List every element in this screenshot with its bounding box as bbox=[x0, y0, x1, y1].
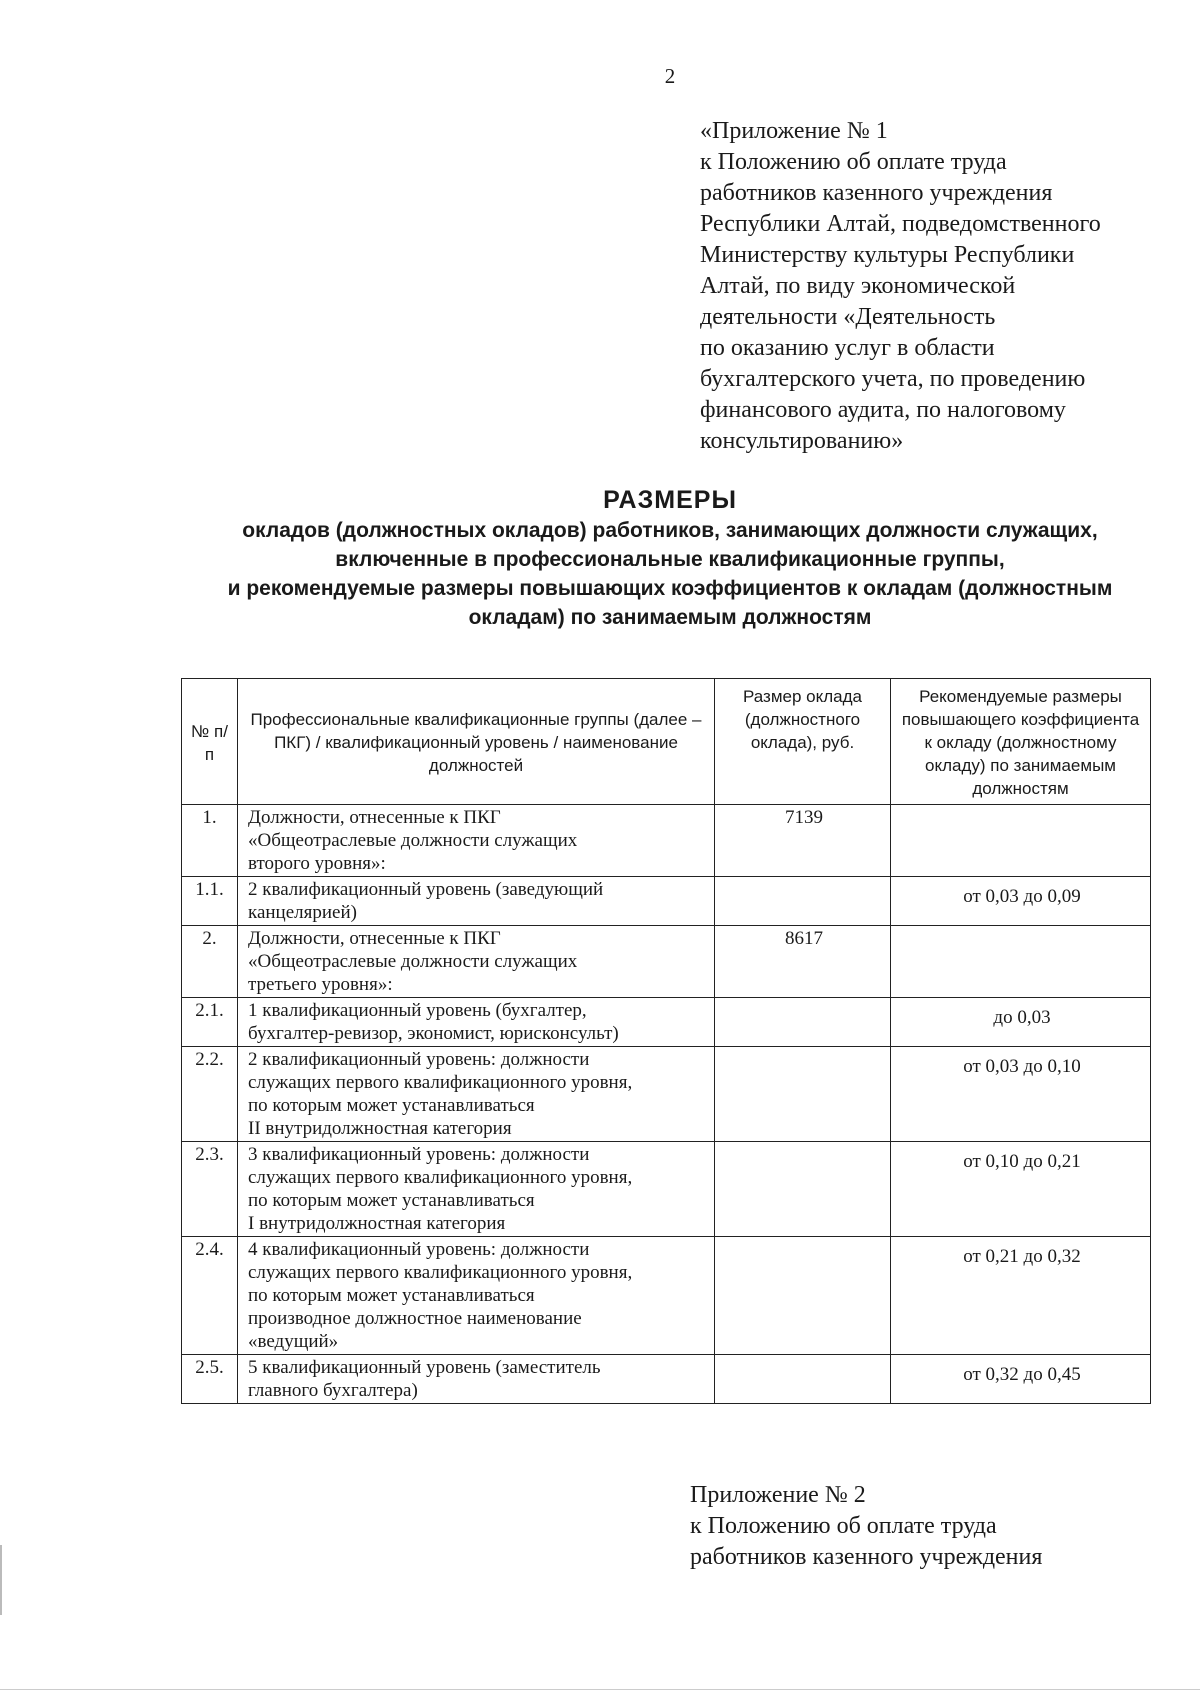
page-number: 2 bbox=[664, 64, 676, 88]
row-coefficient bbox=[891, 805, 1151, 877]
row-name: 1 квалификационный уровень (бухгалтер, бухгалтер-ревизор, экономист, юрисконсульт) bbox=[238, 998, 715, 1047]
row-coefficient bbox=[891, 926, 1151, 998]
row-number: 2.5. bbox=[182, 1355, 238, 1404]
table-row bbox=[182, 805, 1151, 877]
subtitle-line: и рекомендуемые размеры повышающих коэффициентов к окладам (должностным bbox=[227, 577, 1113, 600]
table-row bbox=[182, 1237, 1151, 1355]
row-salary bbox=[715, 877, 891, 926]
row-name: 2 квалификационный уровень: должности служащих первого квалификационного уровня, по которым может устанавливаться II внутридолжностная категория bbox=[238, 1047, 715, 1142]
table-row bbox=[182, 998, 1151, 1047]
header-coefficient: Рекомендуемые размеры повышающего коэффициента к окладу (должностному окладу) по занимаемым должностям bbox=[891, 679, 1151, 805]
row-coefficient: от 0,10 до 0,21 bbox=[891, 1142, 1151, 1237]
appendix-1-line: бухгалтерского учета, по проведению bbox=[700, 366, 1086, 392]
row-coefficient: от 0,03 до 0,10 bbox=[891, 1047, 1151, 1142]
row-name: 2 квалификационный уровень (заведующий канцелярией) bbox=[238, 877, 715, 926]
appendix-2-header bbox=[690, 1480, 1042, 1573]
row-salary bbox=[715, 1142, 891, 1237]
appendix-2-line: работников казенного учреждения bbox=[690, 1544, 1043, 1570]
row-salary: 8617 bbox=[715, 926, 891, 998]
row-number: 2.4. bbox=[182, 1237, 238, 1355]
row-coefficient: от 0,03 до 0,09 bbox=[891, 877, 1151, 926]
row-number: 2.3. bbox=[182, 1142, 238, 1237]
row-number: 1.1. bbox=[182, 877, 238, 926]
appendix-1-line: к Положению об оплате труда bbox=[700, 149, 1007, 175]
header-number: № п/п bbox=[182, 679, 238, 805]
row-salary bbox=[715, 998, 891, 1047]
row-number: 1. bbox=[182, 805, 238, 877]
row-salary bbox=[715, 1355, 891, 1404]
appendix-2-line: Приложение № 2 bbox=[690, 1482, 866, 1508]
table-row bbox=[182, 926, 1151, 998]
subtitle-line: включенные в профессиональные квалификационные группы, bbox=[335, 548, 1005, 571]
row-name: Должности, отнесенные к ПКГ «Общеотраслевые должности служащих третьего уровня»: bbox=[238, 926, 715, 998]
row-coefficient: до 0,03 bbox=[891, 998, 1151, 1047]
table-row bbox=[182, 1047, 1151, 1142]
row-name: 5 квалификационный уровень (заместитель главного бухгалтера) bbox=[238, 1355, 715, 1404]
scan-bottom-line bbox=[0, 1689, 1200, 1690]
table-row bbox=[182, 877, 1151, 926]
appendix-1-line: деятельности «Деятельность bbox=[700, 304, 996, 330]
subtitle-line: окладам) по занимаемым должностям bbox=[468, 606, 872, 629]
subtitle-line: окладов (должностных окладов) работников, занимающих должности служащих, bbox=[242, 519, 1098, 542]
scan-edge-line bbox=[0, 1545, 2, 1615]
row-coefficient: от 0,21 до 0,32 bbox=[891, 1237, 1151, 1355]
row-salary bbox=[715, 1047, 891, 1142]
appendix-2-line: к Положению об оплате труда bbox=[690, 1513, 997, 1539]
row-salary bbox=[715, 1237, 891, 1355]
appendix-1-line: Алтай, по виду экономической bbox=[700, 273, 1016, 299]
appendix-1-line: Республики Алтай, подведомственного bbox=[700, 211, 1101, 237]
table-row bbox=[182, 1355, 1151, 1404]
row-number: 2. bbox=[182, 926, 238, 998]
row-name: 3 квалификационный уровень: должности служащих первого квалификационного уровня, по которым может устанавливаться I внутридолжностная категория bbox=[238, 1142, 715, 1237]
appendix-1-line: работников казенного учреждения bbox=[700, 180, 1053, 206]
table-header-row bbox=[182, 679, 1151, 805]
title-main: РАЗМЕРЫ bbox=[603, 486, 737, 514]
row-number: 2.2. bbox=[182, 1047, 238, 1142]
appendix-1-line: консультированию» bbox=[700, 428, 904, 454]
title-subtitle bbox=[140, 516, 1200, 632]
table-row bbox=[182, 1142, 1151, 1237]
row-number: 2.1. bbox=[182, 998, 238, 1047]
appendix-1-line: «Приложение № 1 bbox=[700, 118, 888, 144]
appendix-1-line: Министерству культуры Республики bbox=[700, 242, 1075, 268]
header-salary: Размер оклада (должностного оклада), руб. bbox=[715, 679, 891, 805]
document-title bbox=[140, 484, 1200, 632]
header-name: Профессиональные квалификационные группы (далее – ПКГ) / квалификационный уровень / наименование должностей bbox=[238, 679, 715, 805]
appendix-1-line: финансового аудита, по налоговому bbox=[700, 397, 1066, 423]
row-salary: 7139 bbox=[715, 805, 891, 877]
row-coefficient: от 0,32 до 0,45 bbox=[891, 1355, 1151, 1404]
row-name: 4 квалификационный уровень: должности служащих первого квалификационного уровня, по которым может устанавливаться производное должностное наименование «ведущий» bbox=[238, 1237, 715, 1355]
appendix-1-header bbox=[700, 116, 1101, 457]
row-name: Должности, отнесенные к ПКГ «Общеотраслевые должности служащих второго уровня»: bbox=[238, 805, 715, 877]
salary-table bbox=[181, 678, 1151, 1404]
appendix-1-line: по оказанию услуг в области bbox=[700, 335, 995, 361]
